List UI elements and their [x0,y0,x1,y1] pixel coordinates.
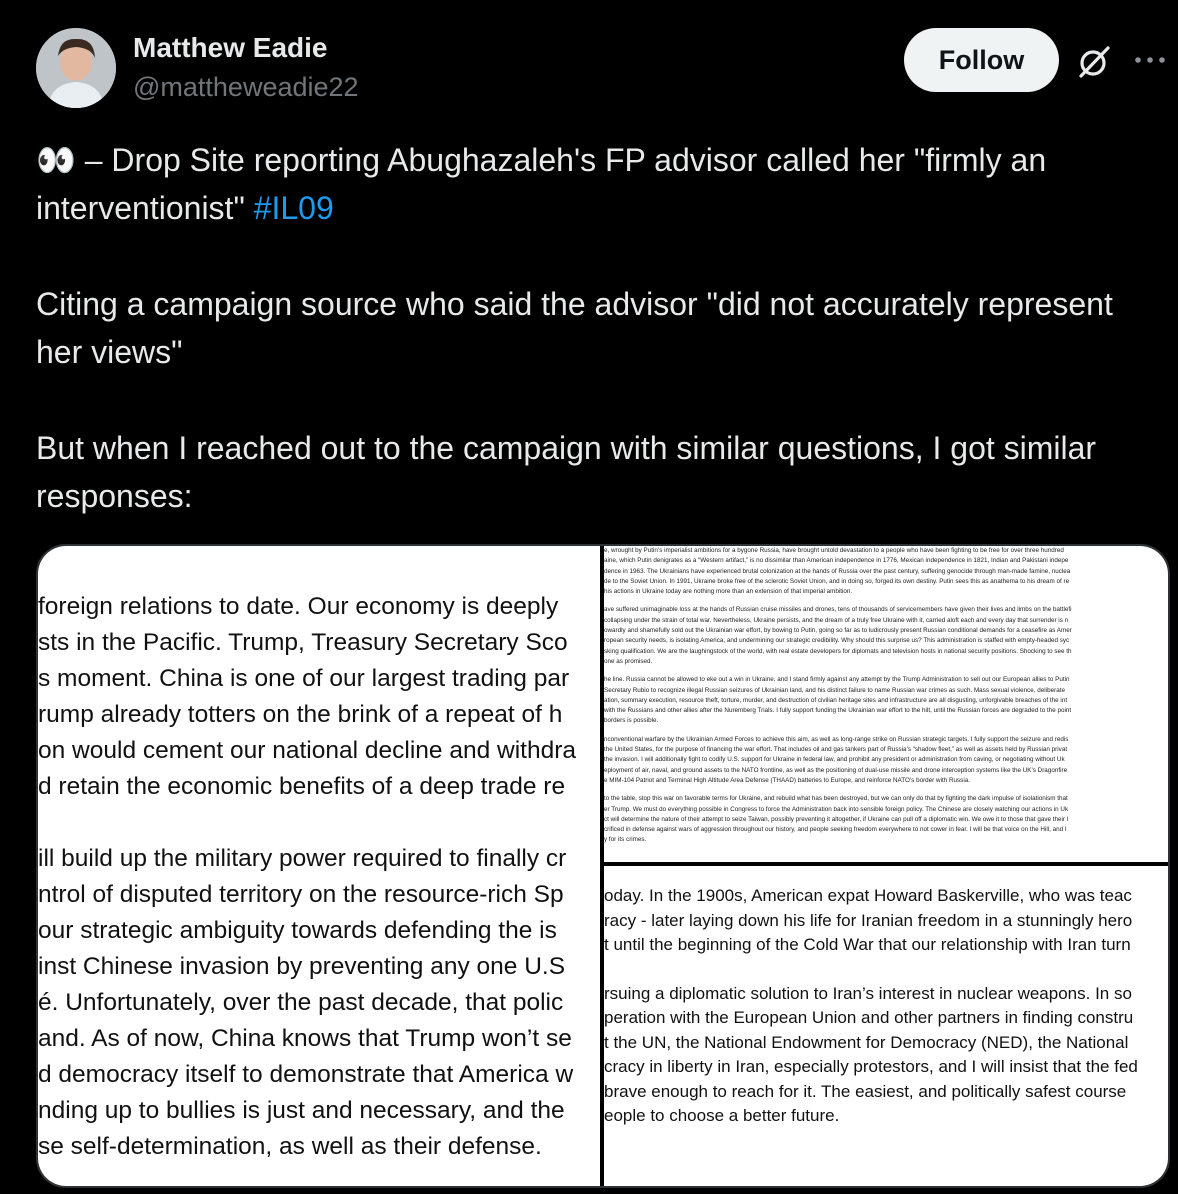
document-line: d democracy itself to demonstrate that America w [38,1061,574,1088]
document-line: eople to choose a better future. [604,1106,840,1125]
document-text-iran [604,884,1168,1153]
document-line: crificed in defense against wars of aggression throughout our history, and people seeking freedom everywhere to not cower in fear. I will be that voice on the Hill, and I [604,826,1067,834]
media-image-2[interactable] [604,546,1168,862]
document-paragraph [604,546,1168,597]
document-line: ntrol of disputed territory on the resource-rich Sp [38,881,564,908]
document-line: to the table, stop this war on favorable terms for Ukraine, and rebuild what has been destroyed, but we can only do that by fighting the dark impulse of isolationism that [604,795,1068,803]
more-options-icon[interactable] [1130,44,1170,74]
document-paragraph [604,794,1168,845]
document-line: his actions in Ukraine today are nothing more than an extension of that imperial ambition. [604,588,853,596]
document-paragraph [604,605,1168,667]
document-line: with the Russians and other allies after the Nuremberg Trials. I fully support funding the Ukrainian war effort to the hilt, until the Russian forces are degraded to the point [604,707,1072,715]
author-name[interactable]: Matthew Eadie [133,32,328,63]
avatar[interactable] [36,28,116,108]
document-text-china [38,589,600,1165]
document-line: one as promised. [604,657,653,665]
document-paragraph [604,675,1168,726]
document-line: t until the beginning of the Cold War that our relationship with Iran turn [604,935,1131,954]
document-line: the United States, for the purpose of financing the war effort. That includes oil and gas tankers part of Russia’s “shadow fleet,” as well as assets held by Russian privat [604,746,1068,754]
tweet-paragraph-1 [36,136,1146,232]
document-line: nconventional warfare by the Ukrainian Armed Forces to achieve this aim, as well as long-range strike on Russian strategic targets. I fully support the seizure and redis [604,735,1069,743]
document-line: e, wrought by Putin’s imperialist ambitions for a bygone Russia, have brought untold devastation to a people who have been fighting to be free for over three hundred [604,547,1064,554]
author-handle[interactable]: @mattheweadie22 [133,72,359,102]
document-line: on would cement our national decline and withdra [38,737,576,764]
media-image-3[interactable] [604,866,1168,1186]
document-line: sts in the Pacific. Trump, Treasury Secretary Sco [38,629,568,656]
tweet-text [36,136,1146,520]
document-line: ct will determine the nature of their attempt to seize Taiwan, possibly preventing it altogether, if Ukraine can pull off a diplomatic win. We owe it to those that gave their l [604,815,1069,823]
grok-icon[interactable] [1076,44,1112,80]
document-line: dence in 1963. The Ukrainians have experienced brutal colonization at the hands of Russia over the past century, suffering genocide through man-made famine, nuclea [604,567,1071,575]
document-line: d retain the economic benefits of a deep trade re [38,773,566,800]
document-line: the invasion. I will additionally fight to codify U.S. support for Ukraine in federal law, and prohibit any president or administration from caving, or negotiating without Uk [604,756,1065,764]
document-line: s moment. China is one of our largest trading par [38,665,570,692]
document-line: inst Chinese invasion by preventing any one U.S [38,953,566,980]
document-paragraph [604,982,1168,1129]
document-line: owardly and shamefully sold out the Ukrainian war effort, by bowing to Putin, going so far as to ludicrously present Russian conditional demands for a ceasefire as Amer [604,627,1072,635]
document-paragraph [604,884,1168,958]
document-line: cracy in liberty in Iran, especially protestors, and I will insist that the fed [604,1057,1138,1076]
document-line [38,805,600,841]
document-line: foreign relations to date. Our economy is deeply [38,593,559,620]
document-line: e MIM-104 Patriot and Terminal High Altitude Area Defense (THAAD) batteries to Europe, and reinforce NATO’s border with Russia. [604,776,970,784]
tweet-text-1: 👀 – Drop Site reporting Abughazaleh's FP advisor called her "firmly an interventionist" [36,142,1047,226]
media-image-1[interactable] [38,546,600,1186]
document-line: brave enough to reach for it. The easiest, and politically safest course [604,1081,1127,1101]
document-line: é. Unfortunately, over the past decade, that polic [38,989,564,1016]
tweet-paragraph-2: Citing a campaign source who said the advisor "did not accurately represent her views" [36,286,1113,370]
hashtag-link[interactable]: #IL09 [253,190,334,226]
document-line: peration with the European Union and other partners in finding constru [604,1008,1134,1027]
document-line: ation, summary execution, resource theft, torture, murder, and destruction of civilian heritage sites and infrastructure are all disgusting, unforgivable breaches of the int [604,696,1068,704]
document-line: ave suffered unimaginable loss at the hands of Russian cruise missiles and drones, tens of thousands of servicemembers have given their lives and limbs on the battlefi [604,606,1072,614]
document-line: nding up to bullies is just and necessary, and the [38,1097,565,1124]
document-line: ill build up the military power required to finally cr [38,845,567,872]
avatar-image [36,28,116,108]
document-line: oday. In the 1900s, American expat Howard Baskerville, who was teac [604,886,1132,905]
document-paragraph [604,735,1168,786]
document-line: and. As of now, China knows that Trump won’t se [38,1025,572,1052]
document-line: racy - later laying down his life for Iranian freedom in a stunningly hero [604,910,1133,930]
document-line: de to the Soviet Union. In 1991, Ukraine broke free of the sclerotic Soviet Union, and in doing so, forged its own destiny. Putin sees this as anathema to his dream of re [604,577,1070,585]
document-line: Secretary Rubio to recognize illegal Russian seizures of Ukrainian land, and his distinct failure to name Russian war crimes as such. Mass sexual violence, deliberate [604,686,1065,694]
document-line: aine, which Putin denigrates as a “Western artifact,” is no dissimilar than American independence in 1776, Mexican independence in 1821, Indian and Pakistani indepe [604,557,1069,565]
tweet-paragraph-3: But when I reached out to the campaign with similar questions, I got similar responses: [36,430,1097,514]
document-text-ukraine [604,546,1168,854]
document-line: rsuing a diplomatic solution to Iran’s interest in nuclear weapons. In so [604,983,1132,1003]
document-line: ropean security needs, is isolating America, and undermining our strategic credibility. Why should this surprise us? This administration is staffed with empty-headed syc [604,637,1070,645]
document-line: eployment of air, naval, and ground assets to the NATO frontline, as well as the positioning of dual-use missile and drone interception systems like the UK’s Dragonfire [604,766,1068,774]
document-line: t the UN, the National Endowment for Democracy (NED), the National [604,1032,1129,1052]
document-line: er Trump. We must do everything possible in Congress to force the Administration back into sensible foreign policy. The Chinese are closely watching our actions in Uk [604,805,1069,813]
document-line: se self-determination, as well as their defense. [38,1133,542,1160]
document-line: our strategic ambiguity towards defending the is [38,917,557,944]
follow-button[interactable]: Follow [904,28,1059,92]
document-line: sking qualification. We are the laughingstock of the world, with real estate developers for diplomats and television hosts in national security positions. Shocking to see th [604,647,1072,655]
document-line: borders is possible. [604,717,659,725]
document-line: y for its crimes. [604,836,647,844]
media-grid[interactable] [36,544,1170,1188]
document-line: he line. Russia cannot be allowed to eke out a win in Ukraine, and I stand firmly against any attempt by the Trump Administration to sell out our European allies to Putin [604,676,1070,684]
document-line: collapsing under the strain of total war. Nevertheless, Ukraine persists, and the dream of a truly free Ukraine with it, carried aloft each and every day that surrender is n [604,616,1069,624]
document-line: rump already totters on the brink of a repeat of h [38,701,563,728]
